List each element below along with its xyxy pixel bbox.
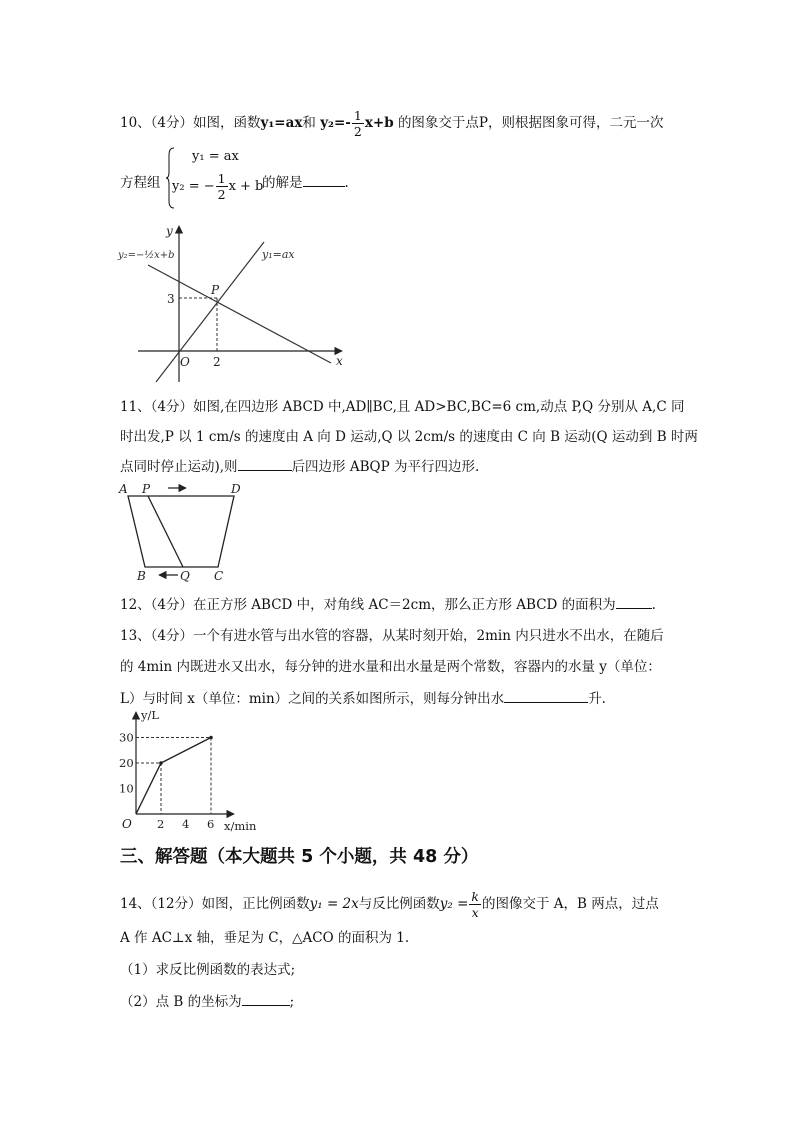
q12-text: 12、（4分）在正方形 ABCD 中，对角线 AC＝2cm，那么正方形 ABCD 的面积为 (120, 597, 616, 613)
q11-answer-blank (238, 456, 292, 471)
q10-eq2-fraction (216, 171, 228, 202)
q13-line-1: 13、（4分）一个有进水管与出水管的容器，从某时刻开始，2min 内只进水不出水，在随后 (120, 628, 664, 644)
q13-series-line (136, 738, 211, 815)
q10-and: 和 (302, 115, 316, 131)
q10-eq2-frac-num: 1 (217, 171, 226, 186)
q13-x-tick-label: 4 (182, 817, 190, 831)
q12-line (120, 593, 656, 613)
q10-frac-den: 2 (353, 124, 362, 139)
q10-text-end: 的图象交于点P，则根据图象可得，二元一次 (397, 115, 664, 131)
q10-line-1 (120, 108, 664, 139)
q10-eq2-left: y₂ = − (172, 179, 215, 194)
q11-label-a: A (119, 482, 128, 496)
q13-data-point (209, 736, 213, 740)
q11-label-d: D (231, 482, 241, 496)
q10-period: . (344, 175, 349, 191)
q14-sub-2-end: ; (289, 994, 295, 1010)
q10-tick-2: 2 (213, 355, 221, 369)
q13-line-3-start: L）与时间 x（单位：min）之间的关系如图所示，则每分钟出水 (120, 691, 505, 707)
q10-origin-label: O (180, 355, 190, 369)
q14-fraction (469, 889, 481, 920)
q10-answer-blank (303, 172, 345, 187)
q10-fraction (352, 108, 364, 139)
q11-trapezoid-figure (116, 478, 256, 588)
q10-eq2 (172, 171, 263, 202)
q11-line-1: 11、（4分）如图,在四边形 ABCD 中,AD∥BC,且 AD>BC,BC=6 cm,动点 P,Q 分别从 A,C 同 (120, 399, 685, 415)
q13-x-tick-label: 6 (207, 817, 215, 831)
q13-x-axis-label: x/min (224, 819, 257, 833)
q13-line-3 (120, 687, 606, 707)
q13-origin-label: O (122, 817, 132, 831)
q14-frac-den: x (471, 905, 479, 920)
q14-line-1 (120, 889, 659, 920)
q11-line-3-start: 点同时停止运动),则 (120, 459, 238, 475)
q14-sub-2 (120, 990, 294, 1010)
q10-y1-expr: y₁=ax (260, 115, 303, 131)
q11-line-3 (120, 455, 479, 475)
q13-line-2: 的 4min 内既进水又出水，每分钟的进水量和出水量是两个常数，容器内的水量 y（单位： (120, 659, 661, 675)
q14-answer-blank (242, 991, 290, 1006)
q10-suffix-text: 的解是 (262, 175, 303, 191)
q13-data-point (159, 761, 163, 765)
q13-y-tick-label: 30 (119, 730, 134, 745)
q13-water-chart (116, 706, 266, 836)
q11-line-2: 时出发,P 以 1 cm/s 的速度由 A 向 D 运动,Q 以 2cm/s 的速度由 C 向 B 运动(Q 运动到 B 时两 (120, 429, 698, 445)
q10-y2-label: y₂=−½x+b (118, 250, 175, 261)
q10-eq2-right: x + b (228, 179, 264, 194)
q10-text-start: 10、（4分）如图，函数 (120, 115, 261, 131)
q10-x-axis-label: x (336, 354, 343, 368)
q10-line-y2 (148, 265, 331, 363)
section-3-title: 三、解答题（本大题共 5 个小题，共 48 分） (120, 847, 479, 867)
q12-period: . (651, 597, 656, 613)
q14-sub-1: （1）求反比例函数的表达式; (120, 962, 296, 978)
q13-answer-blank (504, 688, 588, 703)
q10-graph (116, 220, 356, 390)
q14-formula-1: y₁ = 2x (309, 896, 359, 912)
q11-line-3-end: 后四边形 ABQP 为平行四边形. (291, 459, 480, 475)
q13-x-tick-label: 2 (157, 817, 165, 831)
q14-frac-num: k (471, 889, 479, 904)
q10-eq2-frac-den: 2 (217, 187, 226, 202)
q10-y-axis-label: y (166, 224, 173, 238)
q13-y-axis-label: y/L (141, 708, 160, 722)
q10-system-prefix: 方程组 (120, 175, 161, 191)
q10-y2-expr: y₂=- (320, 115, 351, 131)
q10-y1-label: y₁=ax (262, 248, 295, 261)
q10-line-y1 (156, 242, 264, 382)
q13-y-tick-label: 10 (119, 781, 134, 796)
q11-label-q: Q (180, 569, 190, 583)
q14-formula-2: y₂ = (439, 896, 469, 912)
q10-frac-num: 1 (353, 108, 362, 123)
q13-y-tick-label: 20 (119, 756, 134, 770)
q14-sub-2-text: （2）点 B 的坐标为 (120, 994, 242, 1010)
q12-answer-blank (616, 594, 652, 609)
q10-point-p-label: P (211, 283, 220, 297)
q10-system-suffix (262, 171, 349, 191)
q14-text-2: 与反比例函数 (358, 896, 440, 912)
q14-line-2: A 作 AC⊥x 轴，垂足为 C，△ACO 的面积为 1. (120, 930, 410, 946)
q14-text-3: 的图像交于 A，B 两点，过点 (481, 896, 659, 912)
q11-trapezoid (128, 496, 234, 567)
q13-line-3-end: 升. (588, 691, 606, 707)
q11-label-b: B (137, 569, 146, 583)
q11-label-p: P (142, 482, 151, 496)
q10-eq1: y₁ = ax (192, 149, 239, 164)
q10-xb: x+b (364, 115, 394, 131)
q14-text-1: 14、（12分）如图，正比例函数 (120, 896, 310, 912)
q11-segment-pq (148, 496, 183, 567)
q10-tick-3: 3 (167, 292, 175, 306)
q11-label-c: C (214, 569, 224, 583)
